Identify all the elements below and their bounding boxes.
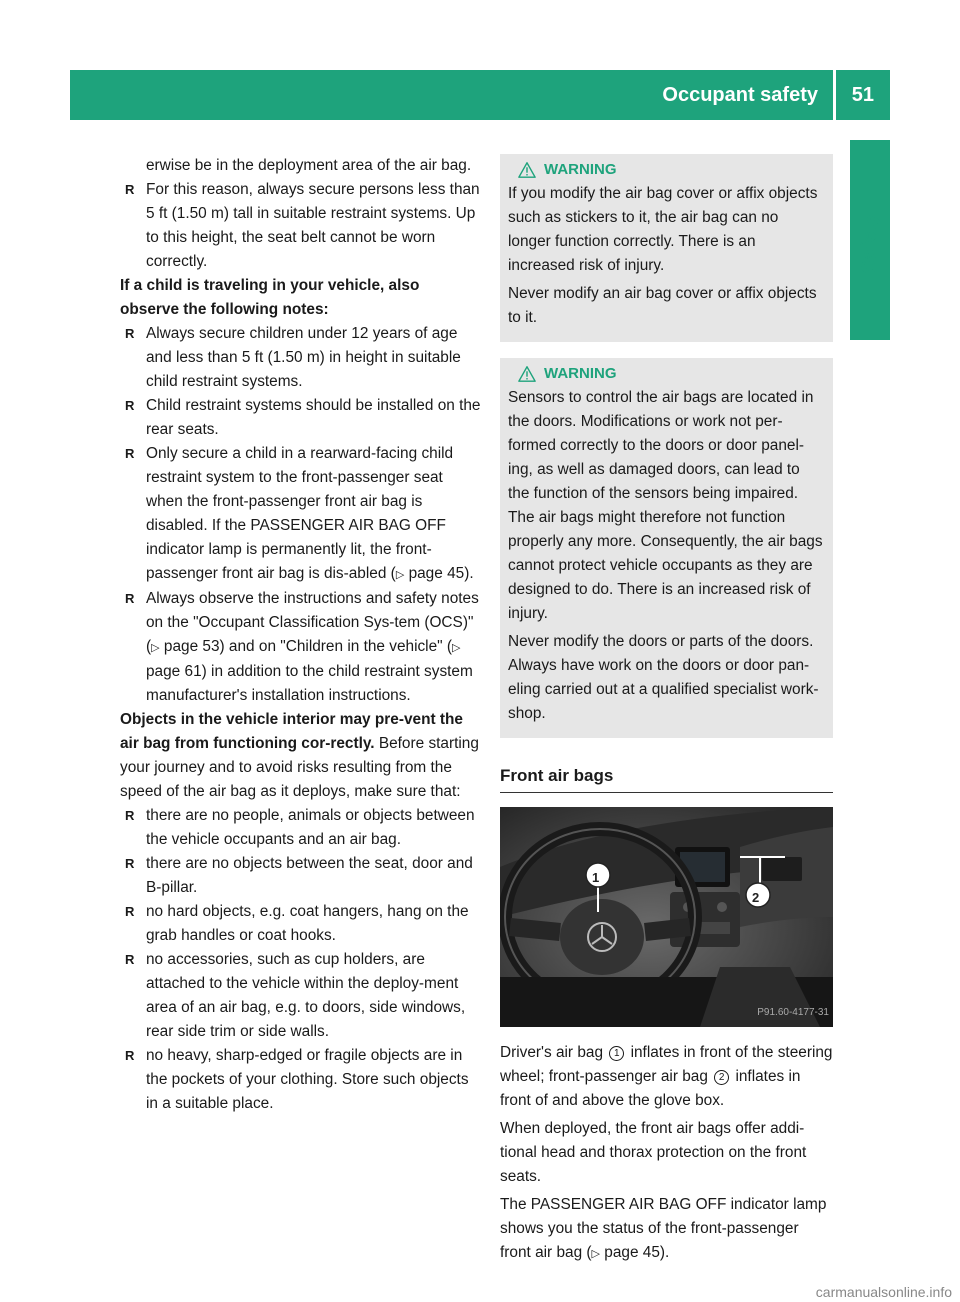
page-ref-icon: ▷ (395, 569, 405, 581)
paragraph (500, 1193, 833, 1266)
warning-text: Never modify an air bag cover or affix objects to it. (508, 285, 817, 326)
bullet-mark: R (125, 398, 135, 413)
header-divider (833, 70, 836, 120)
list-item (120, 178, 482, 274)
subheading: If a child is traveling in your vehicle, also observe the following notes: (120, 277, 420, 318)
page-ref-link[interactable]: page 61) in addition to the child restraint system manufacturer's installation instructions. (146, 663, 473, 704)
watermark: carmanualsonline.info (815, 1284, 952, 1300)
list-item-text: there are no objects between the seat, door and B-pillar. (146, 855, 473, 896)
warning-box (500, 154, 833, 342)
dashboard-illustration (500, 807, 833, 1027)
bullet-mark: R (125, 952, 135, 967)
list-item-text: no heavy, sharp-edged or fragile objects are in the pockets of your clothing. Store such objects in a suitable place. (146, 1047, 469, 1112)
list-item (120, 900, 482, 948)
side-tab-label: Safety (858, 213, 881, 274)
list-item-text: Child restraint systems should be installed on the rear seats. (146, 397, 481, 438)
figure-code: P91.60-4177-31 (757, 1007, 829, 1018)
list-item-text: Always secure children under 12 years of age and less than 5 ft (1.50 m) in height in suitable child restraint systems. (146, 325, 461, 390)
list-item-text: no hard objects, e.g. coat hangers, hang on the grab handles or coat hooks. (146, 903, 469, 944)
header-title: Occupant safety (662, 84, 818, 106)
warning-header (508, 362, 825, 386)
warning-title: WARNING (544, 161, 617, 178)
bullet-mark: R (125, 856, 135, 871)
bullet-mark: R (125, 446, 135, 461)
right-column (500, 154, 833, 1270)
warning-header (508, 158, 825, 182)
list-item (120, 1044, 482, 1116)
caption-text: inflates in front of and above the glove box. (500, 1068, 801, 1109)
bullet-mark: R (125, 808, 135, 823)
warning-text: Never modify the doors or parts of the doors. Always have work on the doors or door pan-eling carried out at a qualified specialist work-shop. (508, 633, 819, 722)
bullet-mark: R (125, 1048, 135, 1063)
figure-caption (500, 1041, 833, 1266)
caption-text: The PASSENGER AIR BAG OFF indicator lamp shows you the status of the front-passenger front air bag ( (500, 1196, 827, 1261)
paragraph (120, 708, 482, 804)
page-number: 51 (851, 84, 874, 106)
page-ref-icon: ▷ (151, 642, 160, 654)
list-item (120, 587, 482, 708)
list-item (120, 442, 482, 587)
page-ref-link[interactable]: page 45). (604, 1244, 670, 1261)
paragraph: erwise be in the deployment area of the air bag. (146, 157, 472, 174)
warning-triangle-icon (518, 161, 536, 179)
left-column (120, 154, 482, 1116)
warning-title: WARNING (544, 365, 617, 382)
page-ref-link[interactable]: page 45). (408, 565, 474, 582)
list-item-text: For this reason, always secure persons less than 5 ft (1.50 m) tall in suitable restraint systems. Up to this height, the seat belt cannot be worn correctly. (146, 181, 480, 270)
list-item (120, 948, 482, 1044)
callout-1: 1 (592, 870, 600, 885)
bullet-mark: R (125, 904, 135, 919)
bullet-mark: R (125, 182, 135, 197)
paragraph-text: Before starting your journey and to avoid risks resulting from the speed of the air bag as it deploys, make sure that: (120, 735, 479, 800)
list-item (120, 394, 482, 442)
page-ref-icon: ▷ (452, 642, 461, 654)
list-item (120, 852, 482, 900)
list-item (120, 322, 482, 394)
bullet-mark: R (125, 591, 135, 606)
paragraph: When deployed, the front air bags offer addi-tional head and thorax protection on the front seats. (500, 1120, 807, 1185)
section-title: Front air bags (500, 754, 833, 793)
warning-text: If you modify the air bag cover or affix objects such as stickers to it, the air bag can no longer function correctly. There is an increased risk of injury. (508, 185, 818, 274)
caption-text: Driver's air bag (500, 1044, 608, 1061)
caption-text: inflates in front of the steering wheel; front-passenger air bag (500, 1044, 833, 1085)
page-ref-icon: ▷ (591, 1248, 601, 1260)
warning-text: Sensors to control the air bags are located in the doors. Modifications or work not per-formed correctly to the doors or door panel-ing, as well as damaged doors, can lead to the function of the sensors being impaired. The air bags might therefore not function properly any more. Consequently, the air bags cannot protect vehicle occupants as they are designed to do. There is an increased risk of injury. (508, 389, 823, 622)
paragraph (500, 1041, 833, 1113)
dashboard-photo (500, 807, 833, 1027)
list-item-text: there are no people, animals or objects between the vehicle occupants and an air bag. (146, 807, 475, 848)
callout-2: 2 (752, 890, 760, 905)
list-item-text: no accessories, such as cup holders, are attached to the vehicle within the deploy-ment area of an air bag, e.g. to doors, side windows, rear side trim or side walls. (146, 951, 466, 1040)
page-ref-link[interactable]: page 53) and on "Children in the vehicle" ( (163, 638, 453, 655)
inline-heading: Objects in the vehicle interior may pre-vent the air bag from functioning cor-rectly. (120, 711, 463, 752)
list-item (120, 804, 482, 852)
callout-ref-2: 2 (714, 1070, 729, 1085)
warning-triangle-icon (518, 365, 536, 383)
bullet-mark: R (125, 326, 135, 341)
list-item-text: Only secure a child in a rearward-facing child restraint system to the front-passenger seat when the front-passenger front air bag is disabled. If the PASSENGER AIR BAG OFF indicator lamp is permanently lit, the front-passenger front air bag is dis-abled ( (146, 445, 454, 582)
callout-ref-1: 1 (609, 1046, 624, 1061)
list-item-text: Always observe the instructions and safety notes on the "Occupant Classification Sys-tem (OCS)" ( (146, 590, 479, 655)
warning-box (500, 358, 833, 738)
header-bar (70, 70, 890, 120)
